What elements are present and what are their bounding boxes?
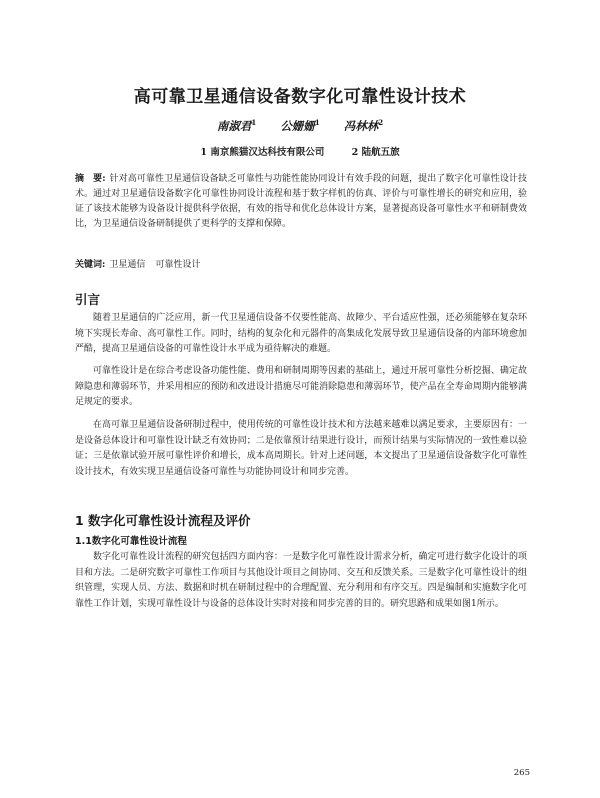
- keyword: 卫星通信: [109, 260, 146, 270]
- body-paragraph: 随着卫星通信的广泛应用，新一代卫星通信设备不仅要性能高、故障少、平台适应性强，还必须能够在复杂环境下实现长寿命、高可靠性工作。同时，结构的复杂化和元器件的高集成化发展导致卫星通信设备的内部环境愈加严酷，提高卫星通信设备的可靠性设计水平成为亟待解决的难题。: [75, 313, 527, 354]
- author-name: 冯林林: [343, 119, 379, 133]
- author-name: 南淑君: [216, 119, 252, 133]
- author-name: 公姗姗: [280, 119, 315, 133]
- keywords-label: 关键词:: [75, 260, 106, 270]
- paper-title: 高可靠卫星通信设备数字化可靠性设计技术: [133, 87, 467, 107]
- section-heading-intro: 引言: [75, 292, 101, 307]
- author: [217, 119, 256, 133]
- body-paragraph: 数字化可靠性设计流程的研究包括四方面内容：一是数字化可靠性设计需求分析，确定可进行数字化设计的项目和方法。二是研究数字可靠性工作项目与其他设计项目之间协同、交互和反馈关系。三是数字化可靠性设计的组织管理，实现人员、方法、数据和时机在研制过程中的合理配置、充分利用和有序交互。四是编制和实施数字化可靠性工作计划，实现可靠性设计与设备的总体设计实时对接和同步完善的目的。研究思路和成果如图1所示。: [75, 552, 527, 609]
- abstract-label: 摘 要:: [75, 174, 106, 184]
- author-affil-mark: 1: [314, 118, 320, 128]
- affiliations: [0, 144, 600, 158]
- author-affil-mark: 1: [251, 118, 257, 128]
- keyword: 可靠性设计: [155, 260, 201, 270]
- author-list: [0, 118, 600, 134]
- author-affil-mark: 2: [378, 118, 384, 128]
- body-paragraph: 可靠性设计是在综合考虑设备功能性能、费用和研制周期等因素的基础上，通过开展可靠性分析挖掘、确定故障隐患和薄弱环节，并采用相应的预防和改进设计措施尽可能消除隐患和薄弱环节，使产品在全寿命周期内能够满足规定的要求。: [75, 366, 527, 407]
- subsection-heading-1-1: 1.1数字化可靠性设计流程: [75, 536, 187, 547]
- abstract: [75, 172, 527, 232]
- author: [344, 119, 383, 133]
- page-number: 265: [513, 768, 530, 778]
- affiliation: 2 陆航五旅: [351, 147, 400, 158]
- body-paragraph: 在高可靠卫星通信设备研制过程中，使用传统的可靠性设计技术和方法越来越难以满足要求，主要原因有：一是设备总体设计和可靠性设计缺乏有效协同；二是依靠预计结果进行设计，而预计结果与实际情况的一致性难以验证；三是依靠试验开展可靠性评价和增长，成本高周期长。针对上述问题，本文提出了卫星通信设备数字化可靠性设计技术，有效实现卫星通信设备可靠性与功能协同设计和同步完善。: [75, 420, 527, 477]
- affiliation: 1 南京熊猫汉达科技有限公司: [200, 147, 325, 158]
- author: [280, 119, 319, 133]
- keywords: [75, 258, 527, 273]
- abstract-text: 针对高可靠性卫星通信设备缺乏可靠性与功能性能协同设计有效手段的问题，提出了数字化可靠性设计技术。通过对卫星通信设备数字化可靠性协同设计流程和基于数字样机的仿真、评价与可靠性增长的研究和应用，验证了该技术能够为设备设计提供科学依据，有效的指导和优化总体设计方案，显著提高设备可靠性水平和研制费效比，为卫星通信设备研制提供了更科学的支撑和保障。: [75, 174, 527, 229]
- section-heading-1: 1 数字化可靠性设计流程及评价: [75, 513, 251, 528]
